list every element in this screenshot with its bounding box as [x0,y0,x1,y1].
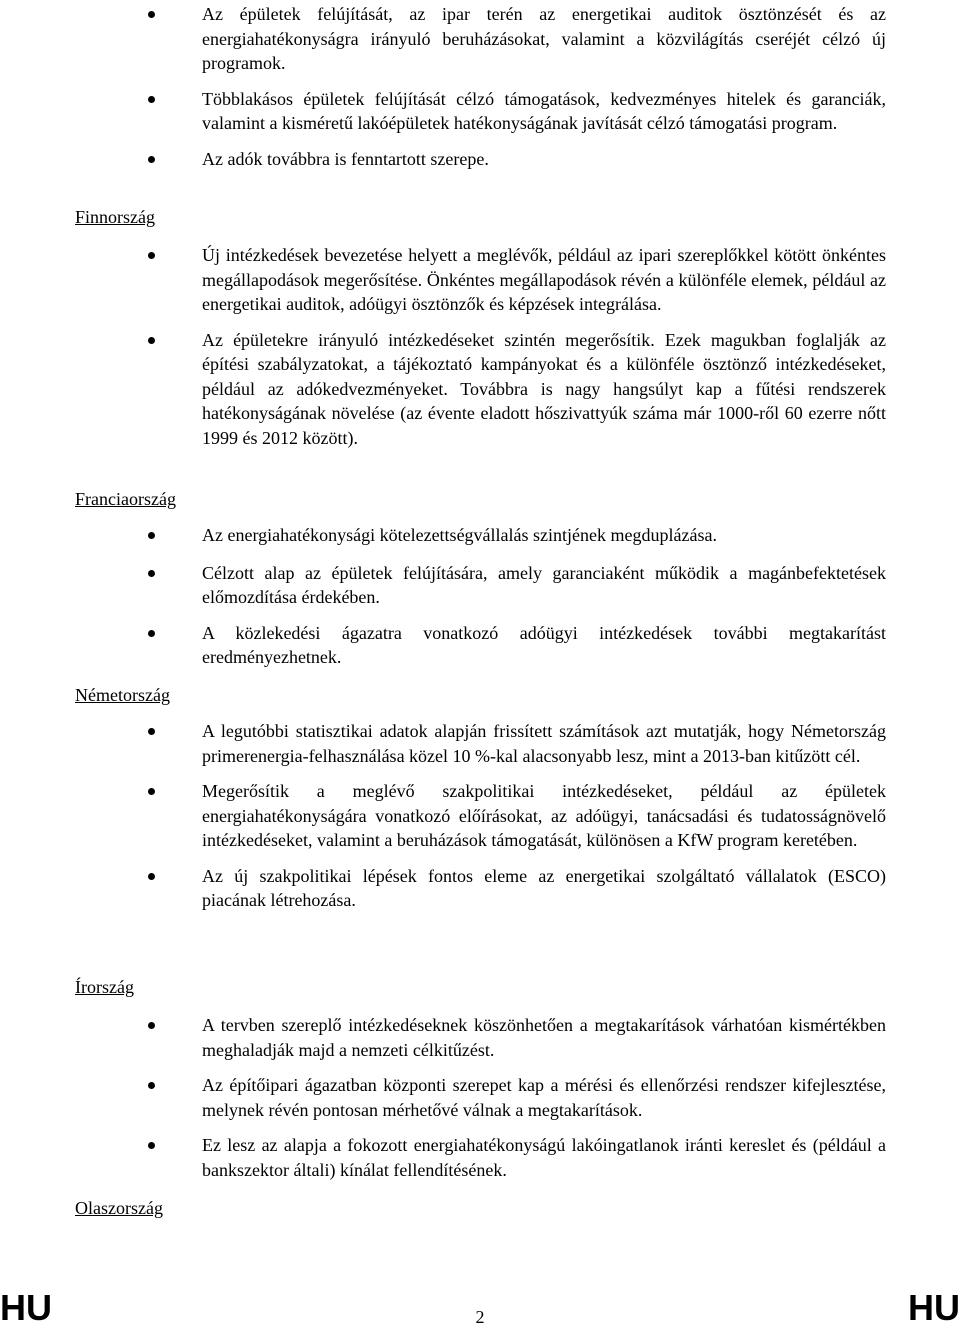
list-item: Az épületekre irányuló intézkedéseket szintén megerősítik. Ezek magukban foglalják az építési szabályzatokat, a tájékoztató kampányokat és a különféle ösztönző intézkedéseket, például az adókedvezményeket. Továbbra is nagy hangsúlyt kap a fűtési rendszerek hatékonyságának növelése (az évente eladott hőszivattyúk száma már 1000-ről 60 ezerre nőtt 1999 és 2012 között). [0,328,886,451]
bullet-icon [148,96,155,103]
list-item: Az épületek felújítását, az ipar terén az energetikai auditok ösztönzését és az energiahatékonyságra irányuló beruházásokat, valamint a közvilágítás cseréjét célzó új programok. [0,2,886,76]
bullet-icon [148,156,155,163]
country-heading-finnorszag: Finnország [75,207,155,227]
bullet-icon [148,11,155,18]
bullet-icon [148,630,155,637]
list-item: Új intézkedések bevezetése helyett a meglévők, például az ipari szereplőkkel kötött önkéntes megállapodások megerősítése. Önkéntes megállapodások révén a különféle elemek, például az energetikai auditok, adóügyi ösztönzők és képzések integrálása. [0,243,886,317]
page-number: 2 [475,1307,485,1327]
bullet-icon [148,1022,155,1029]
list-item: Többlakásos épületek felújítását célzó támogatások, kedvezményes hitelek és garanciák, valamint a kisméretű lakóépületek hatékonyságának javítását célzó támogatási program. [0,87,886,136]
list-item: A közlekedési ágazatra vonatkozó adóügyi intézkedések további megtakarítást eredményezhetnek. [0,621,886,670]
bullet-list-top [0,2,960,171]
country-heading-franciaorszag: Franciaország [75,489,176,509]
list-item: Az adók továbbra is fenntartott szerepe. [0,147,886,172]
country-heading-olaszorszag: Olaszország [75,1198,163,1218]
list-item: Az energiahatékonysági kötelezettségvállalás szintjének megduplázása. [0,523,886,548]
footer-language-mark-left: HU [0,1287,52,1328]
list-item: Ez lesz az alapja a fokozott energiahatékonyságú lakóingatlanok iránti kereslet és (például a bankszektor általi) kínálat fellendítésének. [0,1133,886,1182]
bullet-icon [148,337,155,344]
bullet-icon [148,570,155,577]
bullet-icon [148,728,155,735]
country-heading-nemetorszag: Németország [75,685,170,705]
bullet-icon [148,1082,155,1089]
footer-language-mark-right: HU [908,1287,960,1328]
list-item: A legutóbbi statisztikai adatok alapján frissített számítások azt mutatják, hogy Németország primerenergia-felhasználása közel 10 %-kal alacsonyabb lesz, mint a 2013-ban kitűzött cél. [0,719,886,768]
list-item: Megerősítik a meglévő szakpolitikai intézkedéseket, például az épületek energiahatékonyságára vonatkozó előírásokat, az adóügyi, tanácsadási és tudatosságnövelő intézkedéseket, valamint a beruházások támogatását, különösen a KfW program keretében. [0,779,886,853]
bullet-icon [148,252,155,259]
list-item: Az új szakpolitikai lépések fontos eleme az energetikai szolgáltató vállalatok (ESCO) piacának létrehozása. [0,864,886,913]
list-item: Az építőipari ágazatban központi szerepet kap a mérési és ellenőrzési rendszer kifejlesztése, melynek révén pontosan mérhetővé válnak a megtakarítások. [0,1073,886,1122]
bullet-icon [148,788,155,795]
bullet-list-nemetorszag [0,719,960,913]
list-item: A tervben szereplő intézkedéseknek köszönhetően a megtakarítások várhatóan kismértékben meghaladják majd a nemzeti célkitűzést. [0,1013,886,1062]
bullet-list-irorszag [0,1013,960,1182]
country-heading-irorszag: Írország [75,977,134,997]
bullet-icon [148,532,155,539]
list-item: Célzott alap az épületek felújítására, amely garanciaként működik a magánbefektetések előmozdítása érdekében. [0,561,886,610]
bullet-list-franciaorszag [0,523,960,670]
bullet-icon [148,1142,155,1149]
bullet-icon [148,873,155,880]
bullet-list-finnorszag [0,243,960,450]
